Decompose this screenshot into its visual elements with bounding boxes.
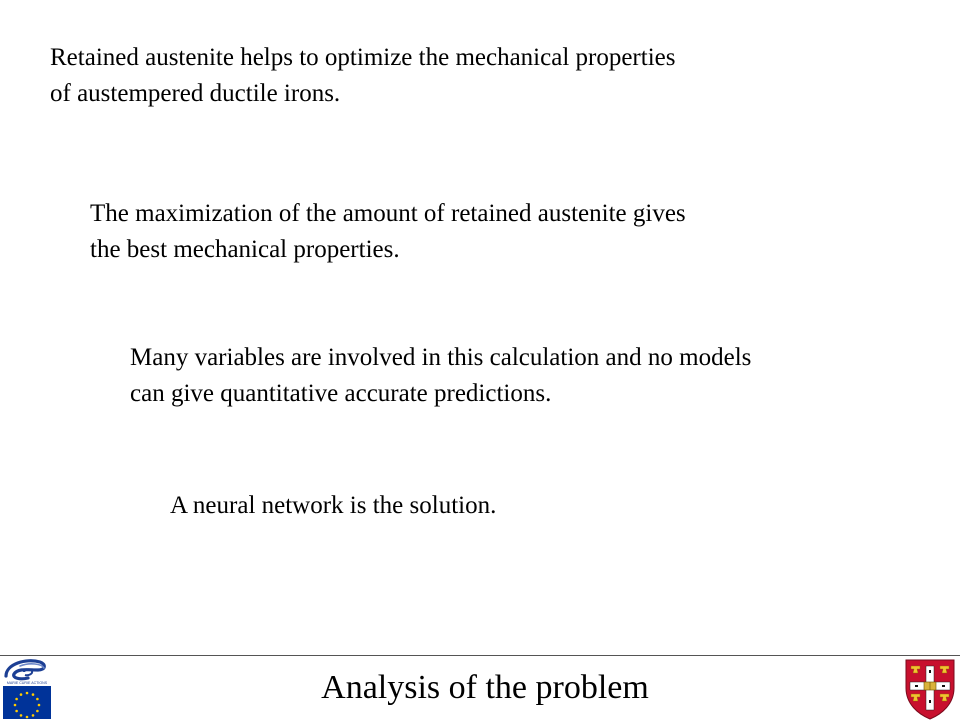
paragraph-line: Many variables are involved in this calculation and no models [130, 344, 752, 371]
footer-divider [0, 655, 960, 656]
paragraph-line: A neural network is the solution. [170, 492, 497, 519]
paragraph-line: of austempered ductile irons. [50, 80, 341, 107]
paragraph-neural-network [170, 488, 496, 524]
paragraph-many-variables [130, 340, 751, 412]
paragraph-line: The maximization of the amount of retained austenite gives [90, 200, 686, 227]
footer-title: Analysis of the problem [321, 669, 649, 706]
paragraph-retained-austenite [50, 40, 675, 112]
paragraph-maximization [90, 196, 686, 268]
svg-text:MARIE CURIE ACTIONS: MARIE CURIE ACTIONS [6, 681, 48, 685]
paragraph-line: can give quantitative accurate predictions. [130, 380, 552, 407]
paragraph-line: the best mechanical properties. [90, 236, 400, 263]
university-of-cambridge-crest-icon [904, 658, 956, 720]
paragraph-line: Retained austenite helps to optimize the mechanical properties [50, 44, 676, 71]
